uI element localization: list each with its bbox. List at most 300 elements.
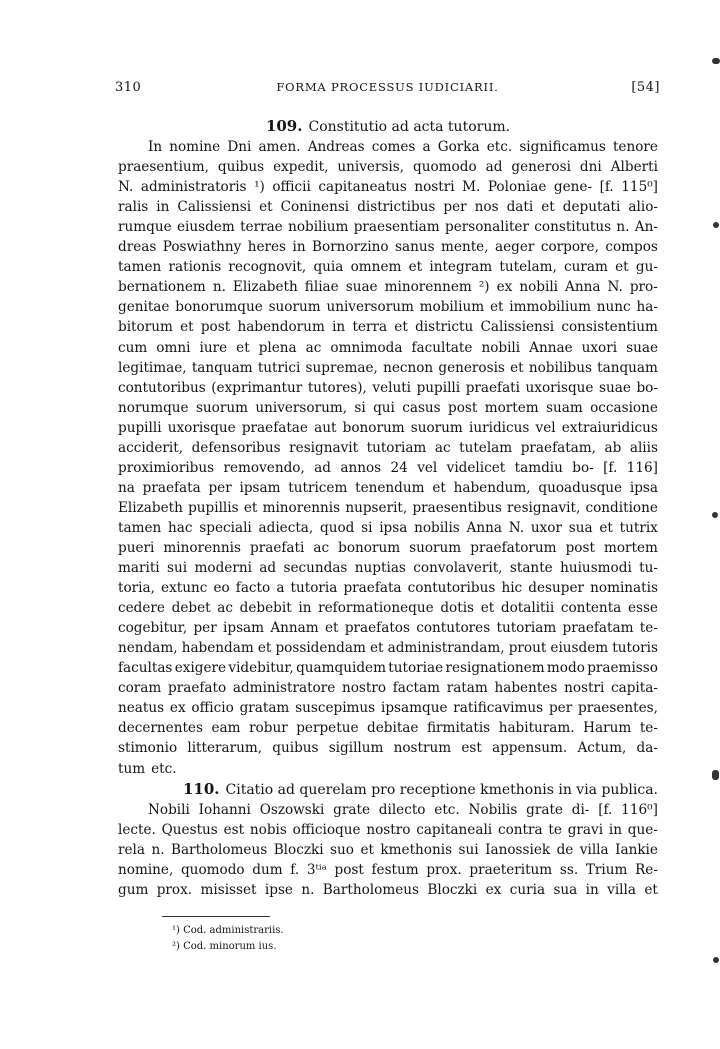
word: bonorum — [342, 419, 405, 436]
word: vel — [535, 419, 556, 436]
word: praesentium, — [118, 159, 209, 176]
word: uxori — [581, 339, 618, 356]
word: post — [565, 539, 595, 556]
word: habituram. — [498, 720, 575, 737]
word: speciali — [199, 519, 252, 536]
word: tutoriae — [388, 660, 444, 677]
word: universorum, — [255, 399, 348, 416]
edge-speck — [712, 512, 718, 518]
word: f. — [290, 861, 300, 878]
text-line — [118, 157, 658, 177]
word: hac — [168, 519, 193, 536]
word: (exprimantur — [211, 379, 303, 396]
word: officioque — [292, 821, 361, 838]
word: quibus — [217, 159, 265, 176]
text-line — [118, 398, 658, 418]
word: a — [276, 580, 285, 597]
word: adiecta, — [258, 519, 314, 536]
word: tenore — [612, 139, 658, 156]
word: desuper — [528, 580, 585, 597]
word: eam — [211, 720, 241, 737]
word: resignationem — [445, 660, 545, 677]
word: 3ᵗⁱᵃ — [306, 861, 327, 878]
word: veluti — [372, 379, 412, 396]
text-line — [118, 277, 658, 297]
text-line — [118, 860, 658, 880]
word: et — [257, 640, 272, 657]
word: 115⁰] — [621, 179, 658, 196]
word: ipsam — [223, 620, 265, 637]
word: bonorumque — [175, 299, 263, 316]
text-line — [118, 880, 658, 900]
word: ²) — [478, 279, 490, 296]
word: quamquidem — [296, 660, 386, 677]
word: extraiuridicus — [561, 419, 658, 436]
word: administratoris — [140, 179, 247, 196]
word: nomine — [169, 139, 221, 156]
word: contenta — [560, 600, 622, 617]
word: 116] — [626, 459, 658, 476]
word: [f. — [603, 459, 618, 476]
word: Annae — [529, 339, 573, 356]
word: et — [480, 600, 495, 617]
word: bonorum — [338, 539, 401, 556]
word: videbitur, — [228, 660, 294, 677]
text-line — [118, 418, 658, 438]
word: praemisso — [587, 660, 658, 677]
word: tamdiu — [514, 459, 563, 476]
word: heres — [247, 239, 287, 256]
word: praesentiam — [353, 219, 440, 236]
word: nostro — [366, 821, 411, 838]
word: et — [615, 259, 629, 276]
word: coram — [118, 680, 162, 697]
word: eo — [213, 580, 230, 597]
word: in — [298, 600, 312, 617]
word: pupilli — [416, 379, 461, 396]
text-line — [118, 137, 658, 157]
text-line — [118, 558, 658, 578]
text-line — [118, 217, 658, 237]
word: mortem — [603, 539, 658, 556]
text-line — [118, 800, 658, 820]
word: prout — [508, 640, 547, 657]
word: kmethonis — [380, 841, 453, 858]
word: mariti — [118, 560, 160, 577]
word: moderni — [194, 560, 252, 577]
edge-speck — [713, 957, 719, 963]
word: 24 — [390, 459, 408, 476]
heading-109-number: 109. — [265, 117, 303, 135]
word: tanquam — [597, 359, 658, 376]
word: mente, — [441, 239, 489, 256]
word: recognovit, — [228, 259, 307, 276]
word: bitorum — [118, 319, 173, 336]
word: ab — [604, 439, 622, 456]
word: ipsa — [379, 519, 408, 536]
word: facto — [235, 580, 271, 597]
word: in — [156, 199, 170, 216]
word: aut — [314, 419, 337, 436]
word: sua — [568, 519, 593, 536]
text-line — [118, 840, 658, 860]
word: quomodo — [413, 159, 477, 176]
word: Poswiathny — [162, 239, 242, 256]
word: iure — [199, 339, 228, 356]
word: ad — [314, 459, 331, 476]
word: tutelam, — [499, 259, 557, 276]
text-line — [118, 458, 658, 478]
word: et — [394, 319, 408, 336]
word: praeteritum — [469, 861, 553, 878]
word: dotalitii — [500, 600, 555, 617]
word: Anna — [466, 519, 502, 536]
word: integram — [429, 259, 493, 276]
word: amen. — [258, 139, 301, 156]
word: quia — [313, 259, 344, 276]
word: te- — [639, 720, 658, 737]
heading-110 — [118, 779, 658, 800]
word: resignavit, — [507, 499, 581, 516]
word: Bloczki — [427, 881, 478, 898]
word: tutrix — [619, 519, 658, 536]
word: quomodo — [180, 861, 245, 878]
word: exigere — [174, 660, 227, 677]
word: Iankie — [615, 841, 658, 858]
word: districtu — [415, 319, 474, 336]
word: praefatorum — [470, 539, 557, 556]
word: de — [556, 841, 574, 858]
word: in — [585, 881, 599, 898]
word: n. — [301, 881, 315, 898]
word: Dni — [227, 139, 252, 156]
word: te- — [639, 620, 658, 637]
word: pupillis — [188, 499, 239, 516]
word: sui — [167, 560, 188, 577]
word: In — [148, 139, 163, 156]
word: dreas — [118, 239, 157, 256]
word: Re- — [635, 861, 658, 878]
word: deputati — [562, 199, 621, 216]
text-line — [118, 718, 658, 738]
word: et — [236, 339, 250, 356]
word: Nobilis — [468, 801, 518, 818]
heading-110-number: 110. — [182, 779, 220, 798]
word: casus — [402, 399, 441, 416]
word: rumque — [118, 219, 172, 236]
word: facultate — [411, 339, 473, 356]
word: stimonio — [118, 740, 178, 757]
word: Elizabeth — [232, 279, 298, 296]
word: terra — [352, 319, 388, 336]
word: personaliter — [445, 219, 529, 236]
word: Trium — [585, 861, 628, 878]
word: et — [541, 199, 555, 216]
word: comes — [371, 139, 416, 156]
word: annos — [340, 459, 382, 476]
word: Coninensi — [280, 199, 350, 216]
text-line — [118, 638, 658, 658]
word: gratam — [239, 700, 290, 717]
word: nobilium — [288, 219, 349, 236]
word: Calissiensi — [177, 199, 252, 216]
word: modo — [546, 660, 585, 677]
word: n. — [212, 279, 226, 296]
word: ratificavimus — [453, 700, 544, 717]
word: suorum — [410, 419, 463, 436]
word: di- — [571, 801, 590, 818]
word: dum — [252, 861, 283, 878]
word: qui — [373, 399, 395, 416]
word: vel — [417, 459, 438, 476]
word: Oszowski — [259, 801, 325, 818]
word: praefato — [168, 680, 227, 697]
word: praesentibus — [412, 499, 502, 516]
word: cedere — [118, 600, 165, 617]
word: corpore, — [540, 239, 599, 256]
section-number: [54] — [631, 80, 660, 95]
word: praefatae — [241, 419, 308, 436]
text-line — [118, 738, 658, 758]
word: praefati — [465, 379, 520, 396]
word: nobili — [519, 279, 559, 296]
text-line — [118, 498, 658, 518]
word: habendam — [181, 640, 254, 657]
word: nunc — [596, 299, 631, 316]
word: Bornorzino — [312, 239, 389, 256]
word: rela — [118, 841, 145, 858]
word: mortem — [484, 399, 539, 416]
word: contutores — [416, 620, 491, 637]
word: ad — [259, 560, 277, 577]
word: reformationeque — [318, 600, 434, 617]
word: si — [354, 399, 366, 416]
word: tutores), — [307, 379, 367, 396]
word: administratore — [232, 680, 336, 697]
word: Bartholomeus — [322, 881, 419, 898]
word: tamen — [118, 519, 162, 536]
text-line — [118, 197, 658, 217]
word: suo — [330, 841, 354, 858]
word: est — [461, 740, 482, 757]
word: An- — [634, 219, 658, 236]
word: prox. — [426, 861, 462, 878]
word: minorennis — [163, 539, 241, 556]
text-line — [118, 378, 658, 398]
word: bernationem — [118, 279, 206, 296]
word: gu- — [635, 259, 658, 276]
word: esse — [627, 600, 658, 617]
word: pupilli — [118, 419, 162, 436]
word: debebit — [239, 600, 292, 617]
word: in — [292, 239, 306, 256]
word: capitaneali — [416, 821, 493, 838]
word: bo- — [636, 379, 658, 396]
word: contutoribus — [407, 580, 496, 597]
word: grate — [333, 801, 370, 818]
word: neatus — [118, 700, 165, 717]
word: Calissiensi — [480, 319, 555, 336]
word: contutoribus — [118, 379, 206, 396]
page-number: 310 — [115, 80, 142, 95]
word: perpetue — [296, 720, 359, 737]
heading-109-title: Constitutio ad acta tutorum. — [308, 119, 511, 135]
word: plena — [258, 339, 297, 356]
word: hic — [501, 580, 523, 597]
word: est — [223, 821, 245, 838]
word: debet — [171, 600, 211, 617]
word: et — [259, 199, 273, 216]
word: praefata — [343, 580, 402, 597]
word: minorennem — [384, 279, 472, 296]
word: lecte. — [118, 821, 156, 838]
word: omni — [156, 339, 191, 356]
word: litterarum, — [187, 740, 263, 757]
word: rationis — [168, 259, 222, 276]
text-line — [118, 358, 658, 378]
section-110-text — [118, 800, 658, 900]
word: praefatam, — [520, 439, 596, 456]
word: [f. — [599, 179, 614, 196]
word: robur — [249, 720, 288, 737]
word: Questus — [161, 821, 218, 838]
word: etc. — [434, 801, 460, 818]
word: tamen — [118, 259, 162, 276]
word: sui — [458, 841, 479, 858]
word: Iohanni — [198, 801, 251, 818]
word: nuptias — [354, 560, 406, 577]
heading-110-title: Citatio ad querelam pro receptione kmethonis in via publica. — [225, 781, 658, 798]
word: debitae — [367, 720, 419, 737]
word: Harum — [583, 720, 632, 737]
word: dilecto — [378, 801, 426, 818]
word: nendam, — [118, 640, 178, 657]
word: praesentes, — [578, 700, 658, 717]
word: cum — [118, 339, 148, 356]
word: ex — [485, 881, 502, 898]
word: tu- — [639, 560, 658, 577]
text-line — [118, 618, 658, 638]
text-line — [118, 478, 658, 498]
word: curam — [564, 259, 608, 276]
word: habendorum — [237, 319, 325, 336]
text-line — [118, 438, 658, 458]
word: decernentes — [118, 720, 203, 737]
word: officii — [272, 179, 311, 196]
word: constitutus — [534, 219, 612, 236]
text-line — [118, 177, 658, 197]
word: praefatos — [344, 620, 410, 637]
word: ipsamque — [380, 700, 448, 717]
word: quoadusque — [538, 479, 623, 496]
section-109-text — [118, 137, 658, 779]
footnote-2: ²) Cod. minorum ius. — [172, 941, 277, 952]
footnote-rule — [162, 916, 270, 917]
word: toria, — [118, 580, 155, 597]
word: dni — [579, 159, 602, 176]
word: nos — [474, 199, 499, 216]
word: n. — [616, 219, 630, 236]
word: que- — [627, 821, 658, 838]
word: districtibus — [357, 199, 436, 216]
text-line — [118, 578, 658, 598]
word: secundas — [283, 560, 348, 577]
word: pro- — [629, 279, 658, 296]
word: tutoris — [612, 640, 658, 657]
word: et — [489, 299, 504, 316]
word: quod — [320, 519, 355, 536]
word: festum — [371, 861, 419, 878]
text-line — [118, 538, 658, 558]
word: defensoribus — [191, 439, 281, 456]
word: per — [193, 620, 217, 637]
word: ipse — [264, 881, 293, 898]
word: officio — [191, 700, 234, 717]
word: ipsa — [629, 479, 658, 496]
text-line — [118, 297, 658, 317]
text-line — [118, 658, 658, 678]
word: sanus — [395, 239, 435, 256]
running-title: FORMA PROCESSUS IUDICIARII. — [276, 80, 499, 94]
word: nostrum — [393, 740, 452, 757]
word: huiusmodi — [560, 560, 632, 577]
word: appensum. — [492, 740, 568, 757]
word: praefatam — [562, 620, 634, 637]
word: nominatis — [590, 580, 658, 597]
word: tutoria — [290, 580, 338, 597]
word: habendum, — [453, 479, 531, 496]
word: suorum — [409, 539, 462, 556]
word: et — [599, 519, 613, 536]
word: omnem — [350, 259, 402, 276]
word: sigillum — [328, 740, 384, 757]
word: Actum, — [577, 740, 627, 757]
word: gene- — [553, 179, 593, 196]
word: ¹) — [254, 179, 265, 196]
word: conditione — [585, 499, 658, 516]
word: tutoriam — [496, 620, 557, 637]
word: generosi — [511, 159, 571, 176]
word: iuridicus — [469, 419, 530, 436]
word: prox. — [156, 881, 193, 898]
word: ss. — [559, 861, 579, 878]
word: a — [422, 139, 431, 156]
word: universis, — [337, 159, 405, 176]
word: ac — [313, 539, 330, 556]
word: ac — [305, 339, 322, 356]
word: et — [369, 640, 384, 657]
word: genitae — [118, 299, 170, 316]
text-line — [118, 820, 658, 840]
heading-109 — [118, 116, 658, 137]
word: post — [448, 399, 478, 416]
word: ac — [217, 600, 233, 617]
word: legitimae, — [118, 359, 187, 376]
word: acciderit, — [118, 439, 184, 456]
word: et — [432, 479, 446, 496]
word: administrandam, — [387, 640, 505, 657]
word: ad — [485, 159, 503, 176]
word: sua — [553, 881, 578, 898]
word: dotis — [440, 600, 475, 617]
word: factam — [392, 680, 440, 697]
word: et — [510, 359, 524, 376]
word: Ianossiek — [485, 841, 551, 858]
word: tutricem — [288, 479, 348, 496]
word: nupserit, — [345, 499, 408, 516]
word: eiusdem — [550, 640, 609, 657]
word: tutelam — [459, 439, 513, 456]
